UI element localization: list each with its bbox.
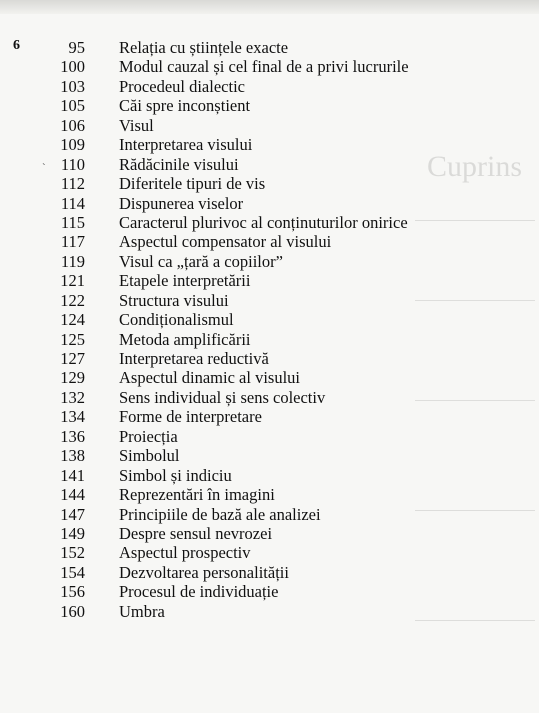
toc-entry xyxy=(0,602,539,621)
toc-entry xyxy=(0,563,539,582)
toc-page-number: 103 xyxy=(60,76,85,96)
bleed-through-text: Cuprins xyxy=(405,150,539,670)
toc-page-number: 100 xyxy=(60,57,85,77)
toc-title: Umbra xyxy=(119,601,165,621)
toc-page-number: 122 xyxy=(60,290,85,310)
toc-title: Modul cauzal și cel final de a privi lucrurile xyxy=(119,57,409,77)
toc-title: Dezvoltarea personalității xyxy=(119,562,289,582)
toc-entry xyxy=(0,427,539,446)
toc-entry xyxy=(0,155,539,174)
toc-title: Aspectul prospectiv xyxy=(119,543,251,563)
toc-entry xyxy=(0,232,539,251)
toc-entry xyxy=(0,582,539,601)
toc-title: Visul xyxy=(119,115,154,135)
toc-entry xyxy=(0,485,539,504)
toc-entry xyxy=(0,368,539,387)
toc-page-number: 149 xyxy=(60,523,85,543)
toc-page-number: 144 xyxy=(60,485,85,505)
toc-title: Interpretarea reductivă xyxy=(119,349,269,368)
toc-title: Structura visului xyxy=(119,290,229,310)
toc-title: Forme de interpretare xyxy=(119,407,262,427)
toc-entry xyxy=(0,388,539,407)
toc-title: Aspectul compensator al visului xyxy=(119,232,332,252)
toc-entry xyxy=(0,543,539,562)
toc-page-number: 152 xyxy=(60,543,85,563)
toc-page-number: 95 xyxy=(68,38,85,57)
toc-title: Sens individual și sens colectiv xyxy=(119,387,326,407)
toc-entry xyxy=(0,252,539,271)
toc-title: Aspectul dinamic al visului xyxy=(119,368,301,388)
toc-page-number: 124 xyxy=(60,310,85,330)
toc-page-number: 147 xyxy=(60,504,85,524)
toc-title: Visul ca „țară a copiilor” xyxy=(119,251,283,271)
toc-title: Procesul de individuație xyxy=(119,582,279,602)
toc-entry xyxy=(0,271,539,290)
toc-page-number: 129 xyxy=(60,368,85,388)
toc-title: Despre sensul nevrozei xyxy=(119,523,273,543)
toc-page-number: 105 xyxy=(60,96,85,116)
toc-page-number: 156 xyxy=(60,582,85,602)
toc-page-number: 132 xyxy=(60,387,85,407)
toc-page-number: 112 xyxy=(60,174,85,194)
toc-page-number: 110 xyxy=(60,154,85,174)
toc-title: Căi spre inconștient xyxy=(119,96,251,116)
toc-page-number: 154 xyxy=(60,562,85,582)
table-of-contents xyxy=(0,38,539,621)
toc-entry xyxy=(0,213,539,232)
toc-title: Dispunerea viselor xyxy=(119,193,244,213)
toc-page-number: 160 xyxy=(60,601,85,621)
toc-entry xyxy=(0,446,539,465)
toc-page-number: 136 xyxy=(60,426,85,446)
toc-page-number: 141 xyxy=(60,465,85,485)
toc-page-number: 138 xyxy=(60,446,85,466)
toc-page-number: 114 xyxy=(60,193,85,213)
toc-page-number: 115 xyxy=(60,212,85,232)
toc-entry xyxy=(0,524,539,543)
toc-entry xyxy=(0,407,539,426)
toc-title: Condiționalismul xyxy=(119,310,234,330)
toc-entry xyxy=(0,135,539,154)
toc-entry xyxy=(0,38,539,57)
toc-page-number: 134 xyxy=(60,407,85,427)
toc-entry xyxy=(0,77,539,96)
toc-entry xyxy=(0,349,539,368)
toc-title: Interpretarea visului xyxy=(119,135,253,155)
toc-title: Rădăcinile visului xyxy=(119,154,239,174)
toc-title: Diferitele tipuri de vis xyxy=(119,174,266,194)
toc-page-number: 119 xyxy=(60,251,85,271)
toc-entry xyxy=(0,466,539,485)
toc-entry xyxy=(0,116,539,135)
toc-entry xyxy=(0,330,539,349)
toc-title: Simbol și indiciu xyxy=(119,465,232,485)
toc-entry xyxy=(0,310,539,329)
toc-title: Simbolul xyxy=(119,446,180,466)
toc-entry xyxy=(0,96,539,115)
toc-entry xyxy=(0,194,539,213)
toc-title: Metoda amplificării xyxy=(119,329,251,349)
toc-page-number: 117 xyxy=(60,232,85,252)
toc-title: Etapele interpretării xyxy=(119,271,251,291)
toc-title: Reprezentări în imagini xyxy=(119,485,275,505)
page-top-edge xyxy=(0,0,539,14)
toc-page-number: 127 xyxy=(60,349,85,368)
toc-title: Relația cu științele exacte xyxy=(119,38,289,57)
toc-page-number: 106 xyxy=(60,115,85,135)
toc-page-number: 121 xyxy=(60,271,85,291)
ink-mark: ˋ xyxy=(42,162,46,174)
toc-entry xyxy=(0,174,539,193)
toc-entry xyxy=(0,57,539,76)
toc-title: Principiile de bază ale analizei xyxy=(119,504,321,524)
toc-page-number: 125 xyxy=(60,329,85,349)
toc-page-number: 109 xyxy=(60,135,85,155)
toc-entry xyxy=(0,291,539,310)
toc-entry xyxy=(0,505,539,524)
toc-title: Caracterul plurivoc al conținuturilor onirice xyxy=(119,212,408,232)
toc-title: Procedeul dialectic xyxy=(119,76,245,96)
page-number: 6 xyxy=(13,38,20,53)
toc-title: Proiecția xyxy=(119,426,178,446)
